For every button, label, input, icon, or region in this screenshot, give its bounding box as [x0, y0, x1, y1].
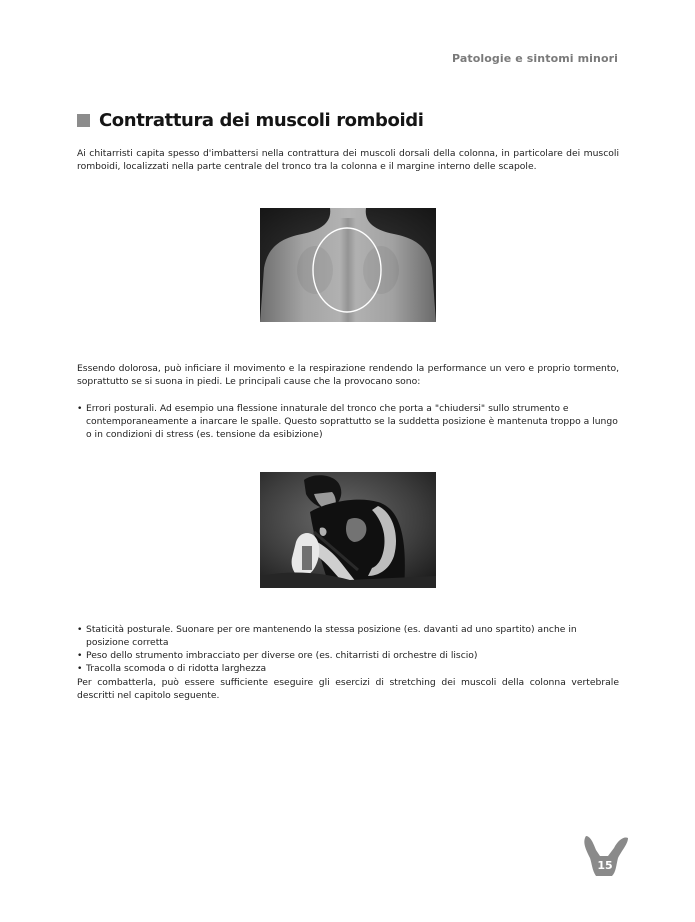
list-item: • Errori posturali. Ad esempio una flessione innaturale del tronco che porta a "chiudersi" sullo strumento e contemporaneamente a inarcare le spalle. Questo soprattutto se la suddetta posizione è mantenuta troppo a lungo o in condizioni di stress (es. tensione da esibizione) — [77, 402, 619, 441]
section-title: Contrattura dei muscoli romboidi — [99, 110, 424, 131]
list-item: • Staticità posturale. Suonare per ore mantenendo la stessa posizione (es. davanti ad uno spartito) anche in posizione corretta — [77, 623, 619, 649]
guitarist-photo — [260, 472, 436, 588]
causes-intro-paragraph: Essendo dolorosa, può inficiare il movimento e la respirazione rendendo la performance un vero e proprio tormento, soprattutto se si suona in piedi. Le principali cause che la provocano sono: — [77, 363, 619, 387]
back-muscles-photo — [260, 208, 436, 322]
page-number-badge — [582, 834, 630, 876]
conclusion-paragraph: Per combatterla, può essere sufficiente eseguire gli esercizi di stretching dei muscoli della colonna vertebrale descritti nel capitolo seguente. — [77, 677, 619, 701]
list-item: • Peso dello strumento imbracciato per diverse ore (es. chitarristi di orchestre di liscio) — [77, 649, 619, 662]
list-item: • Tracolla scomoda o di ridotta larghezza — [77, 662, 619, 675]
running-header: Patologie e sintomi minori — [452, 52, 618, 65]
section-heading — [77, 110, 423, 131]
square-bullet-icon — [77, 114, 90, 127]
causes-list-second — [77, 623, 619, 675]
intro-paragraph: Ai chitarristi capita spesso d'imbattersi nella contrattura dei muscoli dorsali della colonna, in particolare dei muscoli romboidi, localizzati nella parte centrale del tronco tra la colonna e il margine interno delle scapole. — [77, 148, 619, 172]
page-number: 15 — [597, 859, 613, 872]
causes-list-first — [77, 402, 619, 441]
rock-hand-icon — [582, 834, 630, 876]
